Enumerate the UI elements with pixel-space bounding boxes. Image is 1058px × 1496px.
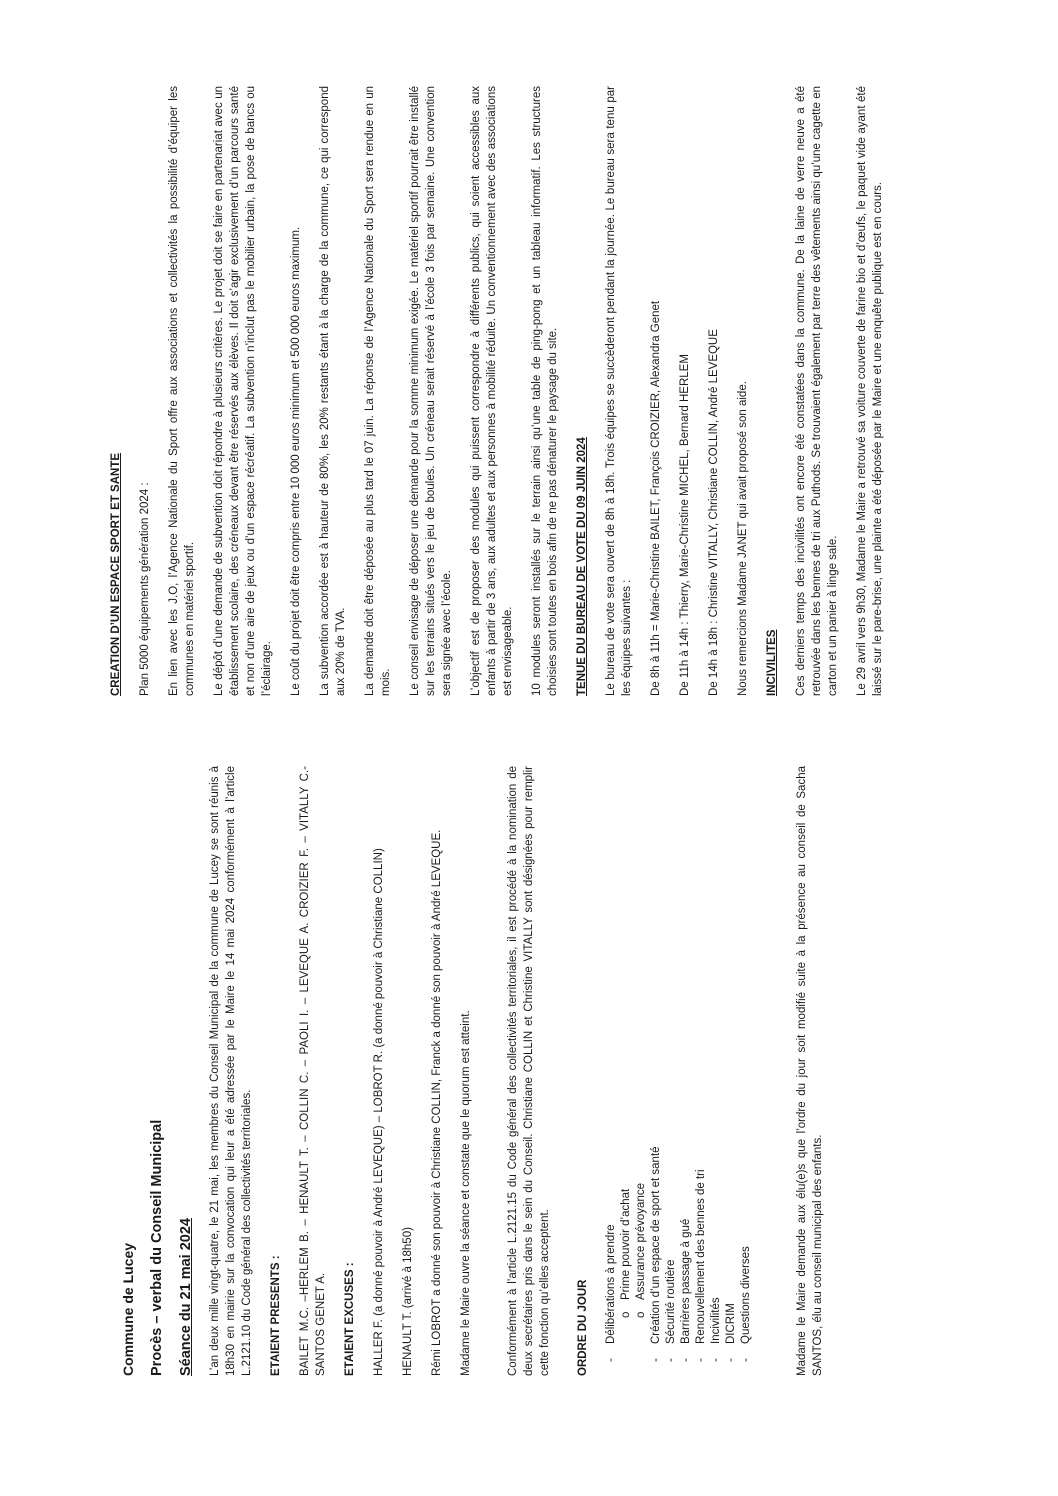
vote-team: De 14h à 18h : Christine VITALLY, Christiane COLLIN, André LEVEQUE — [708, 329, 720, 696]
quorum-paragraph: Madame le Maire ouvre la séance et constate que le quorum est atteint. — [460, 1010, 472, 1376]
agenda-subitem: o Assurance prévoyance — [634, 766, 649, 1318]
excused-line-2: HENAULT T. (arrivé à 18h50) — [402, 1227, 414, 1376]
sport-paragraph: La demande doit être déposée au plus tard le 07 juin. La réponse de l’Agence Nationale du Sport sera rendue en un mois. — [364, 86, 392, 696]
vote-section-title: TENUE DU BUREAU DE VOTE DU 09 JUIN 2024 — [576, 437, 588, 696]
agenda-item: - Création d’un espace de sport et santé — [649, 766, 664, 1362]
sport-paragraph: En lien avec les J.O, l’Agence Nationale du Sport offre aux associations et collectivités la possibilité d’équiper les communes en matériel sportif. — [168, 86, 196, 696]
document-title: Procès – verbal du Conseil Municipal — [149, 1119, 165, 1376]
sport-paragraph: L’objectif est de proposer des modules qui puissent correspondre à différents publics, qui soient accessibles aux enfants à partir de 3 ans, aux adultes et aux personnes à mobilité réduite. Un conventionnement avec des associations est envisageable. — [470, 86, 514, 696]
agenda-item: - DICRIM — [724, 766, 739, 1362]
agenda-list — [604, 766, 754, 1376]
vote-team: De 11h à 14h : Thierry, Marie-Christine MICHEL, Bernard HERLEM — [679, 354, 691, 696]
agenda-item: - Renouvellement des bennes de tri — [694, 766, 709, 1362]
vote-team: De 8h à 11h = Marie-Christine BAILET, François CROIZIER, Alexandra Genet — [650, 300, 662, 696]
agenda-item: - Barrières passage à gué — [679, 766, 694, 1362]
vote-paragraph: Le bureau de vote sera ouvert de 8h à 18h. Trois équipes se succèderont pendant la journée. Le bureau sera tenu par les équipes suivantes : — [605, 86, 633, 696]
excused-line-1: HALLER F. (a donné pouvoir à André LEVEQUE) – LOBROT R. (a donné pouvoir à Christiane COLLIN) — [373, 848, 385, 1376]
sport-paragraph: Le dépôt d’une demande de subvention doit répondre à plusieurs critères. Le projet doit se faire en partenariat avec un établissement scolaire, des créneaux devant être réservés aux élèves. Il doit s’agir exclusivement d’un parcours santé et non d’une aire de jeux ou d’un espace récréatif. La subvention n’inclut pas le mobilier urbain, la pose de bancs ou l’éclairage. — [213, 86, 273, 696]
present-names: BAILET M.C. –HERLEM B. – HENAULT T. – COLLIN C. – PAOLI I. – LEVEQUE A. CROIZIER F. – VITALLY C.- SANTOS GENET A. — [299, 766, 327, 1376]
incivilities-paragraph: Ces derniers temps des incivilités ont encore été constatées dans la commune. De la laine de verre neuve a été retrouvée dans les bennes de tri aux Puthods. Se trouvaient également par terre des vêtements ainsi qu’une cagette en carton et un panier à linge sale. — [795, 86, 839, 696]
sport-paragraph: 10 modules seront installés sur le terrain ainsi qu’une table de ping-pong et un tableau informatif. Les structures choisies sont toutes en bois afin de ne pas dénaturer le paysage du site. — [531, 86, 559, 696]
agenda-item: - Délibérations à prendre o Prime pouvoir d’achat o Assurance prévoyance — [604, 766, 649, 1362]
incivilities-paragraph: Le 29 avril vers 9h30, Madame le Maire a retrouvé sa voiture couverte de farine bio et d’œufs, le paquet vide ayant été laissé sur le pare-brise, une plainte a été déposée par le Maire et une enquête publique est en cours. — [856, 86, 884, 696]
sport-paragraph: La subvention accordée est à hauteur de 80%, les 20% restants étant à la charge de la commune, ce qui correspond aux 20% de TVA. — [319, 86, 347, 696]
secretaries-paragraph: Conformément à l’article L.2121.15 du Code général des collectivités territoriales, il est procédé à la nomination de deux secrétaires pris dans le sein du Conseil. Christiane COLLIN et Christine VITALLY sont désignées pour remplir cette fonction qu’elles acceptent. — [507, 766, 551, 1376]
intro-paragraph: L’an deux mille vingt-quatre, le 21 mai, les membres du Conseil Municipal de la commune de Lucey se sont réunis à 18h30 en mairie sur la convocation qui leur a été adressée par le Maire le 14 mai 2024 conformément à l’article L.2121.10 du Code général des collectivités territoriales. — [209, 766, 253, 1376]
proxy-paragraph: Rémi LOBROT a donné son pouvoir à Christiane COLLIN, Franck a donné son pouvoir à André LEVEQUE. — [431, 829, 443, 1376]
agenda-subitem: o Prime pouvoir d’achat — [619, 766, 634, 1318]
closing-paragraph: Madame le Maire demande aux élu(e)s que l’ordre du jour soit modifié suite à la présence au conseil de Sacha SANTOS, élu au conseil municipal des enfants. — [796, 766, 824, 1376]
sport-paragraph: Plan 5000 équipements génération 2024 : — [139, 482, 151, 696]
vote-thanks: Nous remercions Madame JANET qui avait proposé son aide. — [737, 381, 749, 696]
excused-label: ETAIENT EXCUSES : — [344, 1262, 356, 1376]
sport-paragraph: Le coût du projet doit être compris entre 10 000 euros minimum et 500 000 euros maximum. — [290, 226, 302, 696]
agenda-item: - Sécurité routière — [664, 766, 679, 1362]
agenda-item: - Incivilités — [709, 766, 724, 1362]
left-column — [120, 766, 839, 1376]
right-column — [108, 86, 899, 696]
sport-paragraph: Le conseil envisage de déposer une demande pour la somme minimum exigée. Le matériel sportif pourrait être installé sur les terrains situés vers le jeu de boules. Un créneau serait réservé à l’école 3 fois par semaine. Une convention sera signée avec l’école. — [409, 86, 453, 696]
sport-section-title: CREATION D’UN ESPACE SPORT ET SANTE — [110, 452, 122, 696]
present-label: ETAIENT PRESENTS : — [270, 1255, 282, 1376]
session-date: Séance du 21 mai 2024 — [178, 1218, 194, 1376]
agenda-item: - Questions diverses — [739, 766, 754, 1362]
incivilities-section-title: INCIVILITES — [766, 629, 778, 696]
commune-title: Commune de Lucey — [120, 1242, 136, 1376]
agenda-title: ORDRE DU JOUR — [577, 1279, 589, 1376]
